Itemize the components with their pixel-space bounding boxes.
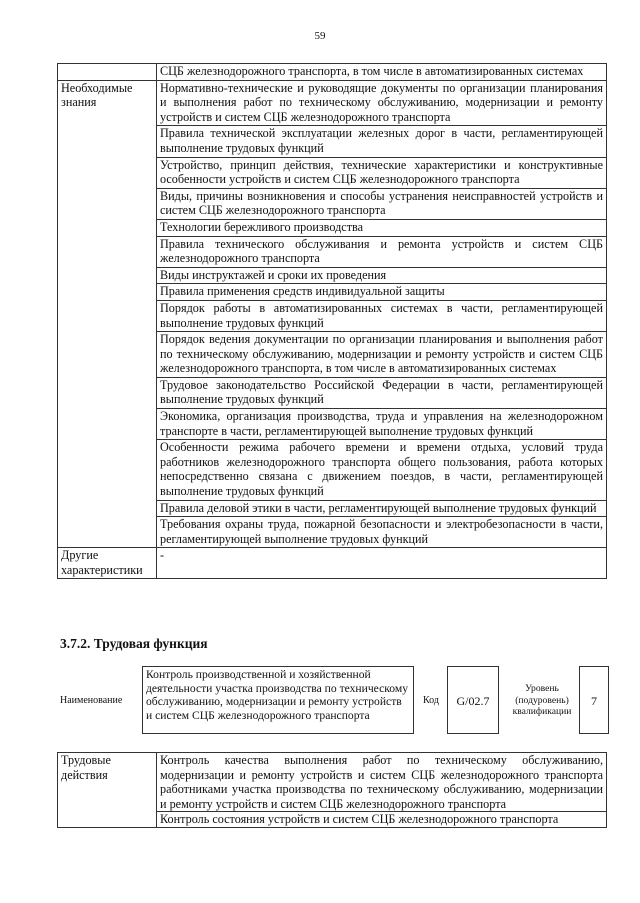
- function-header: [57, 663, 617, 741]
- knowledge-item: Устройство, принцип действия, технические характеристики и конструктивные особенности устройств и систем СЦБ железнодорожного транспорта: [157, 157, 607, 188]
- action-item: Контроль качества выполнения работ по техническому обслуживанию, модернизации и ремонту устройств и систем СЦБ железнодорожного транспорта работниками участка производства по техническому обслуживанию, модернизации и ремонту устройств и систем СЦБ железнодорожного транспорта: [157, 753, 607, 812]
- knowledge-item: Правила применения средств индивидуальной защиты: [157, 284, 607, 301]
- knowledge-item: Виды инструктажей и сроки их проведения: [157, 267, 607, 284]
- qualification-level-box: 7: [579, 666, 609, 734]
- actions-label: Трудовые действия: [58, 753, 157, 828]
- knowledge-item: Правила технической эксплуатации железных дорог в части, регламентирующей выполнение трудовых функций: [157, 126, 607, 157]
- knowledge-item: Особенности режима рабочего времени и времени отдыха, условий труда работников железнодорожного транспорта общего пользования, работа которых непосредственно связана с движением поездов, в части, регламентирующей выполнение трудовых функций: [157, 440, 607, 500]
- actions-table: [57, 752, 607, 828]
- table-row: [58, 64, 607, 81]
- knowledge-item: Порядок работы в автоматизированных системах в части, регламентирующей выполнение трудовых функций: [157, 300, 607, 331]
- table-row: [58, 80, 607, 126]
- function-name-box: Контроль производственной и хозяйственной деятельности участка производства по техническому обслуживанию, модернизации и ремонту устройств и систем СЦБ железнодорожного транспорта: [142, 666, 414, 734]
- knowledge-item: Правила деловой этики в части, регламентирующей выполнение трудовых функций: [157, 500, 607, 517]
- action-item: Контроль состояния устройств и систем СЦБ железнодорожного транспорта: [157, 812, 607, 828]
- knowledge-item: Экономика, организация производства, труда и управления на железнодорожном транспорте в части, регламентирующей выполнение трудовых функций: [157, 409, 607, 440]
- name-label: Наименование: [60, 695, 123, 706]
- code-label: Код: [423, 695, 439, 706]
- knowledge-item: Требования охраны труда, пожарной безопасности и электробезопасности в части, регламентирующей выполнение трудовых функций: [157, 517, 607, 548]
- empty-label-cell: [58, 64, 157, 81]
- knowledge-item: Правила технического обслуживания и ремонта устройств и систем СЦБ железнодорожного транспорта: [157, 236, 607, 267]
- page-number: 59: [314, 30, 326, 42]
- qualification-level-label: Уровень (подуровень) квалификации: [512, 683, 572, 717]
- knowledge-item: Виды, причины возникновения и способы устранения неисправностей устройств и систем СЦБ железнодорожного транспорта: [157, 188, 607, 219]
- knowledge-label: Необходимые знания: [58, 80, 157, 548]
- table-row: [58, 753, 607, 812]
- knowledge-item: Нормативно-технические и руководящие документы по организации планирования и выполнения работ по техническому обслуживанию, модернизации и ремонту устройств и систем СЦБ железнодорожного транспорта: [157, 80, 607, 126]
- knowledge-item: Технологии бережливого производства: [157, 219, 607, 236]
- knowledge-item: Трудовое законодательство Российской Федерации в части, регламентирующей выполнение трудовых функций: [157, 377, 607, 408]
- section-heading: 3.7.2. Трудовая функция: [60, 636, 208, 651]
- other-characteristics-value: -: [157, 548, 607, 578]
- code-box: G/02.7: [447, 666, 499, 734]
- knowledge-table: [57, 63, 607, 579]
- continuation-text: СЦБ железнодорожного транспорта, в том числе в автоматизированных системах: [157, 64, 607, 81]
- table-row: [58, 548, 607, 578]
- knowledge-item: Порядок ведения документации по организации планирования и выполнения работ по техническому обслуживанию, модернизации и ремонту устройств и систем СЦБ железнодорожного транспорта, в том числе в автоматизированных системах: [157, 332, 607, 378]
- other-characteristics-label: Другие характеристики: [58, 548, 157, 578]
